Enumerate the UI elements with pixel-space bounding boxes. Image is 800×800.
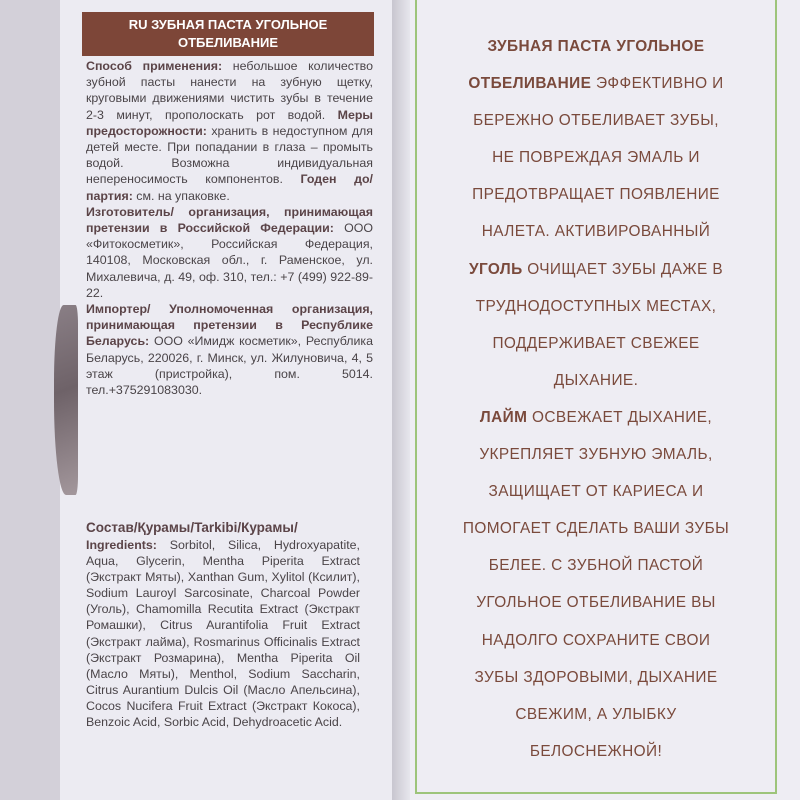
manufacturer-label: Изготовитель/ организация, принимающая претензии в Российской Федерации: — [86, 204, 373, 236]
desc-line: ДЫХАНИЕ. — [553, 371, 639, 389]
product-description — [420, 28, 772, 770]
desc-line: УГОЛЬНОЕ ОТБЕЛИВАНИЕ ВЫ — [476, 594, 716, 612]
desc-bold: УГОЛЬ — [468, 260, 523, 278]
product-title-banner — [82, 12, 374, 56]
desc-line: НАЛЕТА. АКТИВИРОВАННЫЙ — [481, 223, 711, 241]
manufacturer-text: ООО «Фитокосметик», Российская Федерация, 140108, Московская обл., г. Раменское, ул. Михалевича, д. 49, оф. 310, тел.: +7 (499) 922-89-22. — [86, 221, 373, 300]
desc-line: ЗАЩИЩАЕТ ОТ КАРИЕСА И — [488, 483, 704, 501]
desc-bold: ЗУБНАЯ ПАСТА УГОЛЬНОЕ — [487, 38, 705, 55]
desc-line — [420, 399, 772, 436]
ingredients-title: Состав/Қурамы/Tarkibi/Курамы/ — [86, 520, 298, 535]
importer-label: Импортер/ Уполномоченная организация, принимающая претензии в Республике Беларусь: — [86, 302, 373, 349]
ingredients-list — [86, 519, 360, 730]
precaution-text: хранить в недоступном для детей месте. При попадании в глаза – промыть водой. Возможна индивидуальная непереносимость компонентов. — [86, 123, 373, 187]
desc-line: СВЕЖИМ, А УЛЫБКУ — [515, 705, 677, 723]
ingredients-label: Ingredients: — [86, 538, 157, 552]
desc-line — [420, 65, 772, 102]
usage-label: Способ применения: — [86, 59, 223, 73]
banner-title-line-1: RU ЗУБНАЯ ПАСТА УГОЛЬНОЕ — [128, 17, 328, 32]
desc-line — [420, 251, 772, 288]
desc-text: ОЧИЩАЕТ ЗУБЫ ДАЖЕ В — [522, 260, 724, 278]
desc-line: БЕЛЕЕ. С ЗУБНОЙ ПАСТОЙ — [488, 557, 704, 575]
desc-text: ОСВЕЖАЕТ ДЫХАНИЕ, — [527, 408, 713, 426]
desc-bold: ОТБЕЛИВАНИЕ — [468, 75, 592, 93]
desc-line: ПОДДЕРЖИВАЕТ СВЕЖЕЕ — [492, 334, 700, 352]
usage-instructions — [86, 58, 373, 398]
desc-line: НАДОЛГО СОХРАНИТЕ СВОИ — [481, 631, 711, 649]
usage-text: небольшое количество зубной пасты нанести на зубную щетку, круговыми движениями чистить зубы в течение 2-3 минут, прополоскать рот водой. — [86, 59, 373, 122]
package-fold — [392, 0, 410, 800]
desc-line: НЕ ПОВРЕЖДАЯ ЭМАЛЬ И — [492, 149, 700, 167]
desc-line: ПРЕДОТВРАЩАЕТ ПОЯВЛЕНИЕ — [472, 186, 720, 204]
banner-title-line-2: ОТБЕЛИВАНИЕ — [177, 35, 279, 50]
desc-line: БЕРЕЖНО ОТБЕЛИВАЕТ ЗУБЫ, — [473, 112, 719, 130]
precaution-label: Меры предосторожности: — [86, 107, 373, 138]
desc-line: ПОМОГАЕТ СДЕЛАТЬ ВАШИ ЗУБЫ — [462, 520, 730, 538]
desc-line: УКРЕПЛЯЕТ ЗУБНУЮ ЭМАЛЬ, — [479, 446, 713, 464]
package-edge — [0, 0, 60, 800]
charcoal-stone-image — [54, 305, 78, 495]
desc-line: БЕЛОСНЕЖНОЙ! — [529, 742, 663, 760]
desc-line: ТРУДНОДОСТУПНЫХ МЕСТАХ, — [475, 297, 717, 315]
shelf-life-text: см. на упаковке. — [132, 188, 230, 203]
ingredients-text: Sorbitol, Silica, Hydroxyapatite, Aqua, Glycerin, Mentha Piperita Extract (Экстракт Мяты), Xanthan Gum, Xylitol (Ксилит), Sodium Lauroyl Sarcosinate, Charcoal Powder (Уголь), Chamomilla Recutita Extract (Экстракт Ромашки), Citrus Aurantifolia Fruit Extract (Экстракт лайма), Rosmarinus Officinalis Extract (Экстракт Розмарина), Mentha Piperita Oil (Масло Мяты), Menthol, Sodium Saccharin, Citrus Aurantium Dulcis Oil (Масло Апельсина), Cocos Nucifera Fruit Extract (Экстракт Кокоса), Benzoic Acid, Sorbic Acid, Dehydroacetic Acid. — [86, 538, 360, 730]
desc-line: ЗУБЫ ЗДОРОВЫМИ, ДЫХАНИЕ — [474, 668, 718, 686]
desc-bold: ЛАЙМ — [479, 408, 528, 426]
shelf-life-label: Годен до/партия: — [86, 172, 374, 203]
desc-text: ЭФФЕКТИВНО И — [591, 75, 724, 93]
importer-text: ООО «Имидж косметик», Республика Беларусь, 220026, г. Минск, ул. Жилуновича, 4, 5 этаж (пристройка), пом. 5014. тел.+375291083030. — [86, 334, 373, 398]
desc-line — [420, 28, 772, 65]
